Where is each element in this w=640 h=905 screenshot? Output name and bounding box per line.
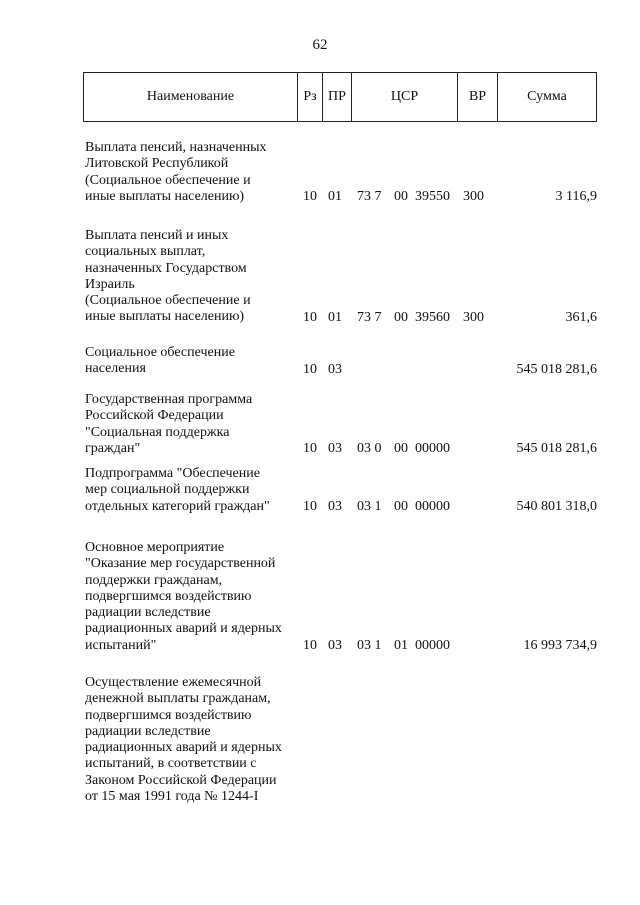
- row-sum: 545 018 281,6: [516, 441, 597, 457]
- header-sum: Сумма: [527, 89, 567, 104]
- row-csr-event: 01: [394, 638, 408, 654]
- table-row: [85, 392, 597, 457]
- row-pr: 03: [328, 498, 342, 514]
- row-pr: 01: [328, 309, 342, 325]
- row-sum: 545 018 281,6: [516, 361, 597, 377]
- table-row: [85, 466, 597, 515]
- table-row: [85, 345, 597, 378]
- row-pr: 03: [328, 361, 342, 377]
- row-sum: 3 116,9: [555, 189, 597, 205]
- row-csr-event: 00: [394, 498, 408, 514]
- row-csr-program: 03 1: [357, 638, 382, 654]
- table-row: [85, 675, 597, 805]
- row-rz: 10: [303, 441, 317, 457]
- header-csr: ЦСР: [352, 73, 458, 121]
- row-vr: 300: [463, 309, 484, 325]
- page-number: 62: [312, 37, 328, 53]
- table-row: [85, 140, 597, 205]
- row-name: Основное мероприятие "Оказание мер государственной поддержки гражданам, подвергшимся воздействию радиации вследствие радиационных аварий и ядерных испытаний": [85, 540, 282, 653]
- row-name: Выплата пенсий и иных социальных выплат, назначенных Государством Израиль (Социальное обеспечение и иные выплаты населению): [85, 228, 251, 325]
- row-csr-program: 03 0: [357, 441, 382, 457]
- row-rz: 10: [303, 361, 317, 377]
- row-csr-direction: 00000: [415, 498, 450, 514]
- row-csr-program: 73 7: [357, 189, 382, 205]
- row-sum: 16 993 734,9: [523, 638, 597, 654]
- row-csr-direction: 00000: [415, 441, 450, 457]
- row-pr: 03: [328, 638, 342, 654]
- table-header: [83, 72, 597, 122]
- row-name: Выплата пенсий, назначенных Литовской Республикой (Социальное обеспечение и иные выплаты населению): [85, 140, 267, 204]
- row-rz: 10: [303, 189, 317, 205]
- header-pr: ПР: [323, 73, 352, 121]
- row-name: Государственная программа Российской Федерации "Социальная поддержка граждан": [85, 392, 253, 456]
- row-csr-direction: 00000: [415, 638, 450, 654]
- row-rz: 10: [303, 309, 317, 325]
- row-csr-direction: 39560: [415, 309, 450, 325]
- header-name: Наименование: [84, 73, 298, 121]
- header-rz: Рз: [298, 73, 323, 121]
- header-vr: ВР: [458, 73, 498, 121]
- row-csr-event: 00: [394, 441, 408, 457]
- row-csr-program: 73 7: [357, 309, 382, 325]
- table-row: [85, 228, 597, 326]
- row-rz: 10: [303, 638, 317, 654]
- row-sum: 361,6: [565, 309, 597, 325]
- row-rz: 10: [303, 498, 317, 514]
- table-row: [85, 540, 597, 654]
- row-csr-direction: 39550: [415, 189, 450, 205]
- row-name: Подпрограмма "Обеспечение мер социальной поддержки отдельных категорий граждан": [85, 466, 270, 514]
- row-name: Социальное обеспечение населения: [85, 345, 235, 377]
- row-sum: 540 801 318,0: [516, 498, 597, 514]
- row-pr: 03: [328, 441, 342, 457]
- row-csr-event: 00: [394, 309, 408, 325]
- row-csr-event: 00: [394, 189, 408, 205]
- row-name: Осуществление ежемесячной денежной выплаты гражданам, подвергшимся воздействию радиации вследствие радиационных аварий и ядерных испытаний, в соответствии с Законом Российской Федерации от 15 мая 1991 года № 1244-I: [85, 675, 282, 805]
- row-csr-program: 03 1: [357, 498, 382, 514]
- row-vr: 300: [463, 189, 484, 205]
- row-pr: 01: [328, 189, 342, 205]
